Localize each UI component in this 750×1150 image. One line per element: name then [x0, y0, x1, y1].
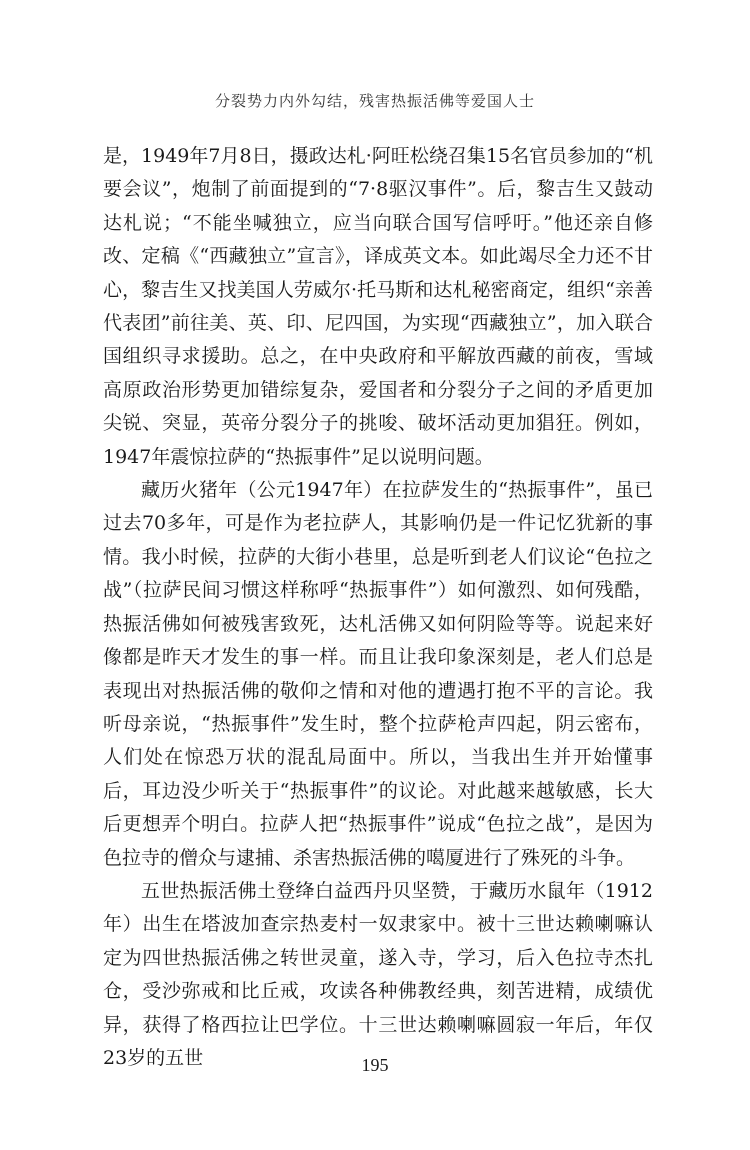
paragraph-2: 藏历火猪年（公元1947年）在拉萨发生的“热振事件”，虽已过去70多年，可是作为老拉萨人，其影响仍是一件记忆犹新的事情。我小时候，拉萨的大街小巷里，总是听到老人们议论“色拉之战”（拉萨民间习惯这样称呼“热振事件”）如何激烈、如何残酷，热振活佛如何被残害致死，达札活佛又如何阴险等等。说起来好像都是昨天才发生的事一样。而且让我印象深刻是，老人们总是表现出对热振活佛的敬仰之情和对他的遭遇打抱不平的言论。我听母亲说，“热振事件”发生时，整个拉萨枪声四起，阴云密布，人们处在惊恐万状的混乱局面中。所以，当我出生并开始懂事后，耳边没少听关于“热振事件”的议论。对此越来越敏感，长大后更想弄个明白。拉萨人把“热振事件”说成“色拉之战”，是因为色拉寺的僧众与逮捕、杀害热振活佛的噶厦进行了殊死的斗争。: [103, 479, 653, 869]
running-header: 分裂势力内外勾结，残害热振活佛等爱国人士: [214, 92, 535, 110]
paragraph-3: 五世热振活佛土登绛白益西丹贝坚赞，于藏历水鼠年（1912年）出生在塔波加查宗热麦村一奴隶家中。被十三世达赖喇嘛认定为四世热振活佛之转世灵童，遂入寺，学习，后入色拉寺杰扎仓，受沙弥戒和比丘戒，攻读各种佛教经典，刻苦进精，成绩优异，获得了格西拉让巴学位。十三世达赖喇嘛圆寂一年后，年仅23岁的五世: [103, 879, 653, 1069]
page-number: 195: [361, 1055, 389, 1075]
body-text: [103, 140, 653, 1075]
paragraph-1: 是，1949年7月8日，摄政达札·阿旺松绕召集15名官员参加的“机要会议”，炮制了前面提到的“7·8驱汉事件”。后，黎吉生又鼓动达札说；“不能坐喊独立，应当向联合国写信呼吁。”他还亲自修改、定稿《“西藏独立”宣言》，译成英文本。如此竭尽全力还不甘心，黎吉生又找美国人劳威尔·托马斯和达札秘密商定，组织“亲善代表团”前往美、英、印、尼四国，为实现“西藏独立”，加入联合国组织寻求援助。总之，在中央政府和平解放西藏的前夜，雪域高原政治形势更加错综复杂，爱国者和分裂分子之间的矛盾更加尖锐、突显，英帝分裂分子的挑唆、破坏活动更加猖狂。例如，1947年震惊拉萨的“热振事件”足以说明问题。: [103, 145, 653, 468]
